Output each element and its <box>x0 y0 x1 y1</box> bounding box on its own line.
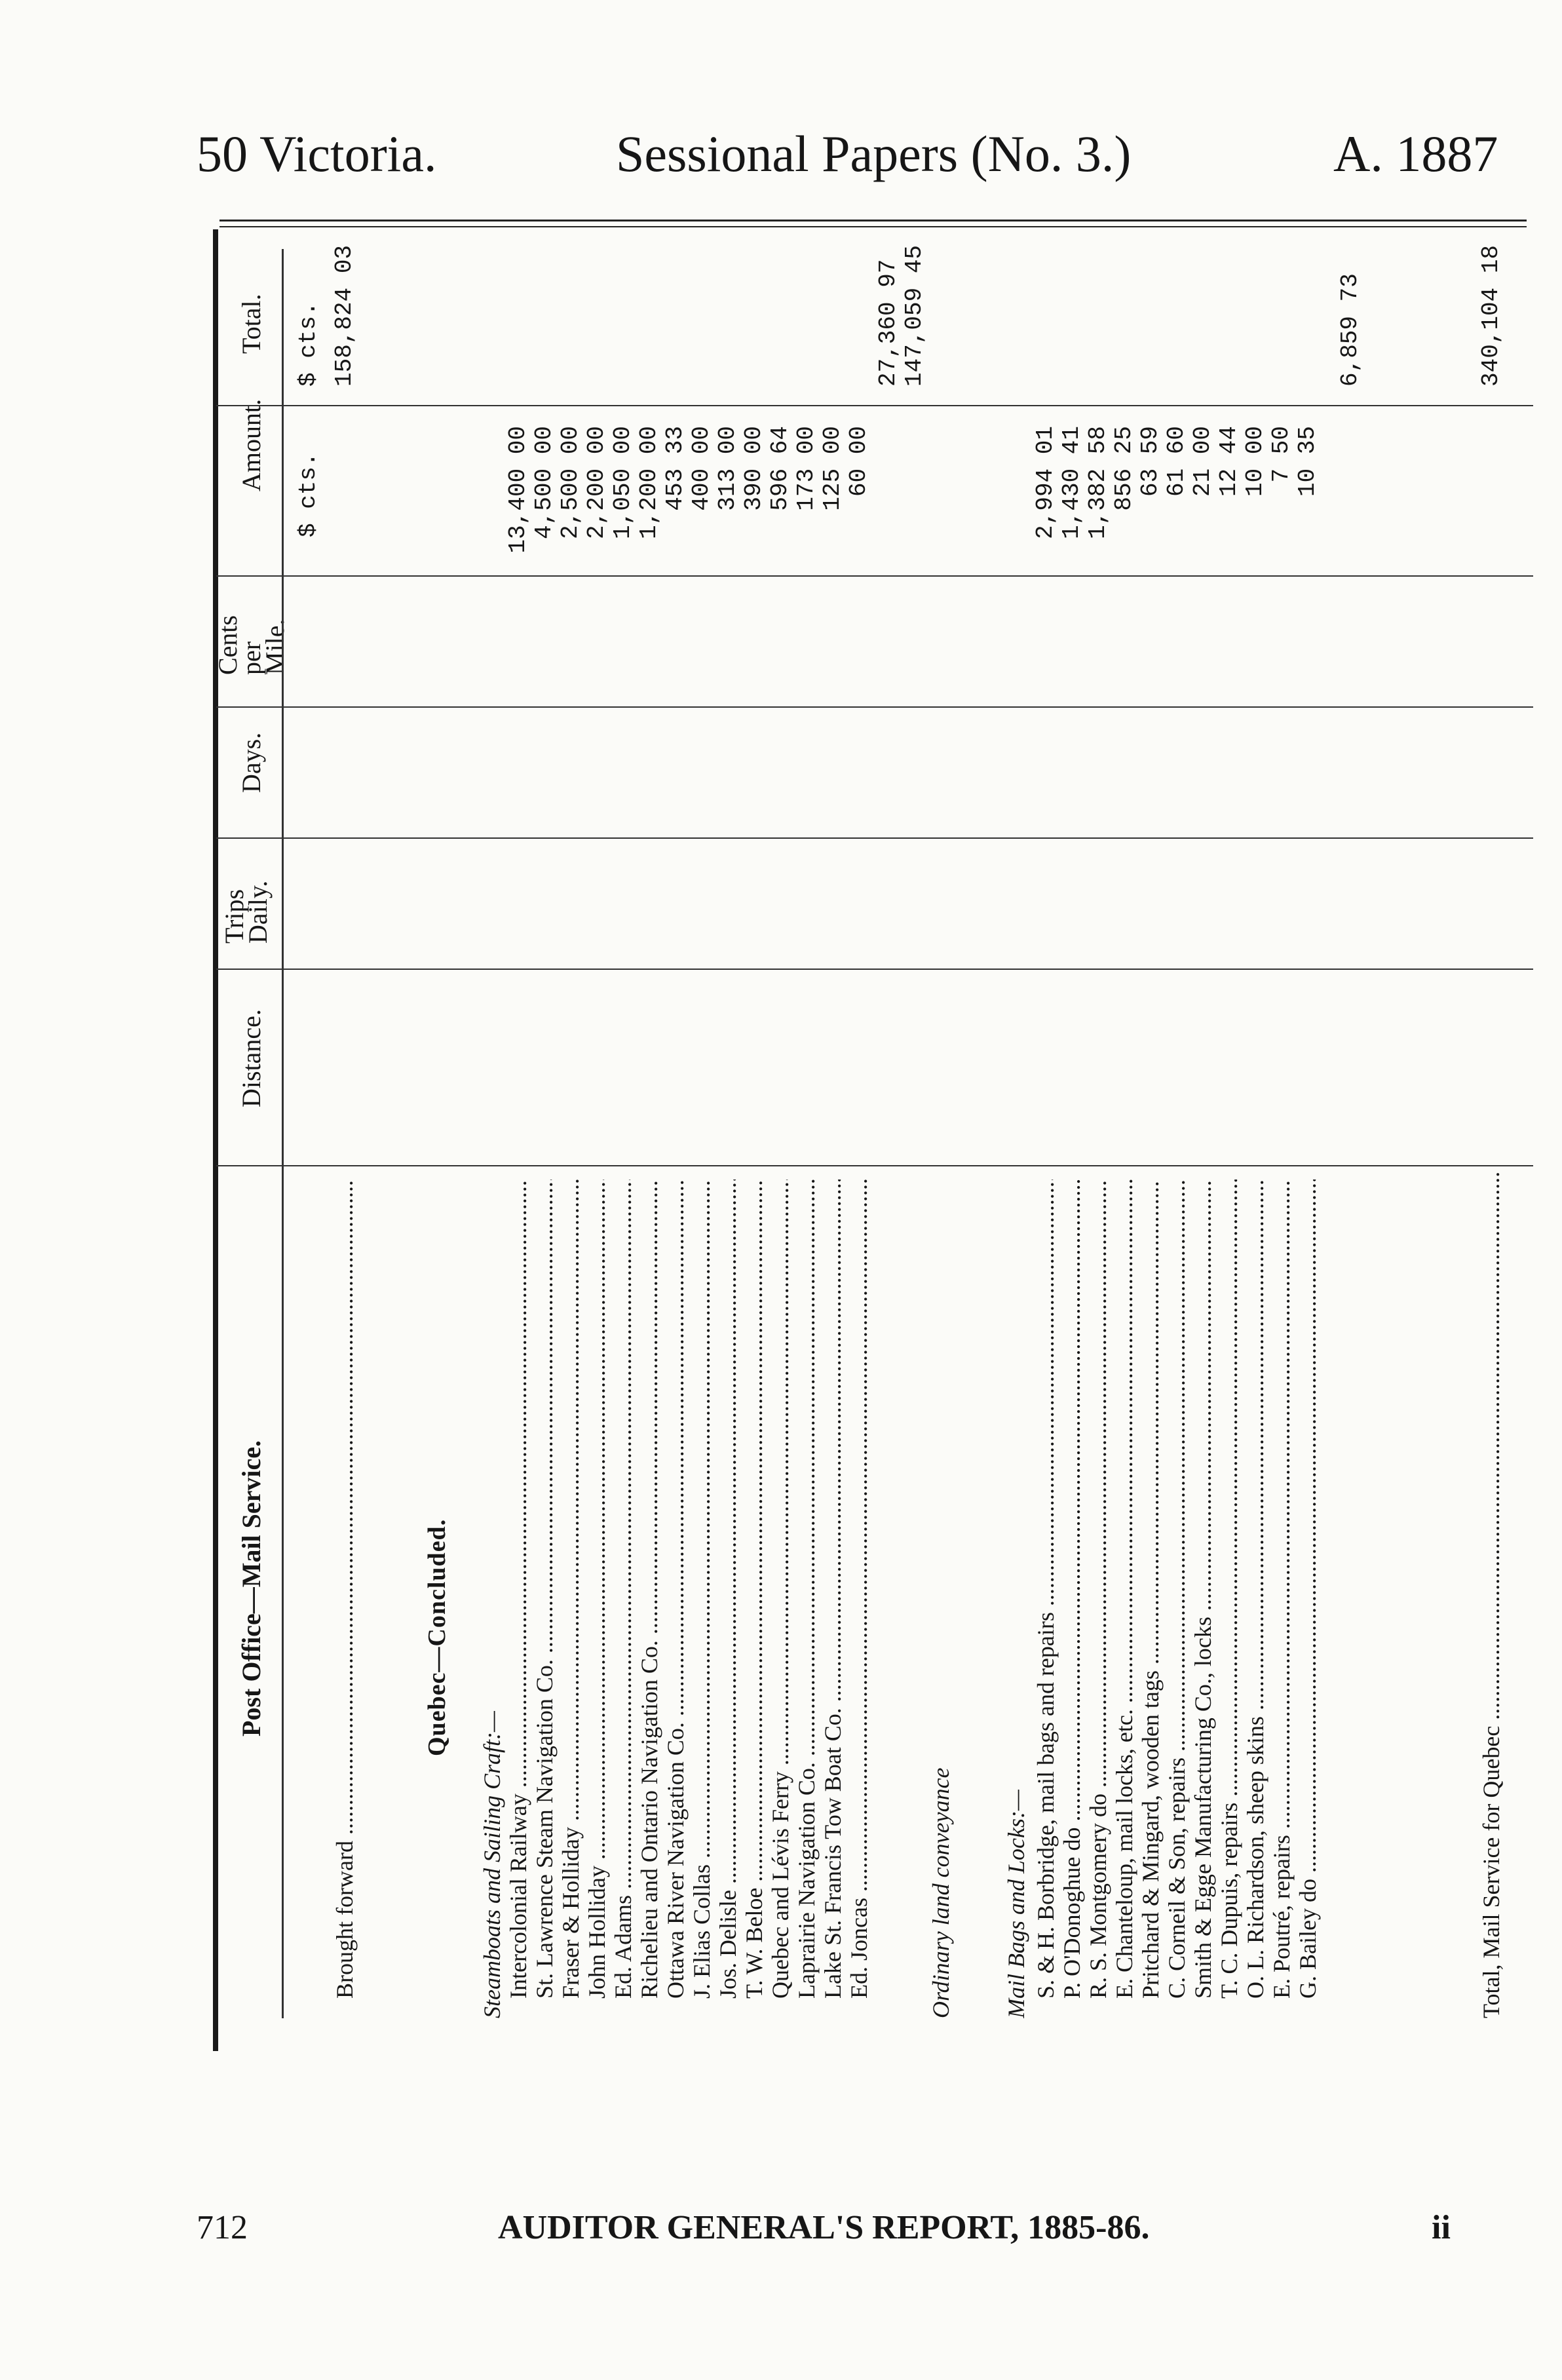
mailbag-row-name: O. L. Richardson, sheep skins ..... <box>1242 1180 1270 1999</box>
steamboat-row-name: Laprairie Navigation Co. ..... <box>793 1180 822 1999</box>
divider-amount <box>216 575 1533 577</box>
header-rule-double <box>219 226 1527 227</box>
section-heading: Quebec—Concluded. <box>423 1518 451 1756</box>
mailbag-row-name: E. Poutré, repairs ..... <box>1268 1180 1297 1999</box>
mailbag-row-amount: 7 50 <box>1268 426 1295 483</box>
steamboat-row-amount: 13,400 00 <box>505 426 531 554</box>
header-title: Sessional Papers (No. 3.) <box>616 125 1132 182</box>
mailbag-row-amount: 21 00 <box>1189 426 1216 497</box>
steamboat-row-name: Jos. Delisle ..... <box>714 1180 743 1999</box>
footer-title: AUDITOR GENERAL'S REPORT, 1885-86. <box>498 2209 1150 2246</box>
col-distance-header: Distance. <box>237 1009 266 1107</box>
steamboat-row-amount: 2,200 00 <box>583 426 610 539</box>
mailbag-row-name: S. & H. Borbridge, mail bags and repairs ..... <box>1032 1180 1061 1999</box>
divider-total <box>216 405 1533 406</box>
steamboats-total: 27,360 97 <box>875 259 902 387</box>
ordinary-label: Ordinary land conveyance <box>928 1767 954 2018</box>
mailbag-row-name: E. Chanteloup, mail locks, etc. ..... <box>1111 1180 1139 1999</box>
steamboats-heading: Steamboats and Sailing Craft:— <box>479 1710 505 2018</box>
steamboat-row-amount: 596 64 <box>767 426 793 511</box>
steamboat-row-name: Lake St. Francis Tow Boat Co. ..... <box>819 1180 848 1999</box>
steamboat-row-amount: 400 00 <box>688 426 715 511</box>
steamboat-row-amount: 2,500 00 <box>557 426 584 539</box>
steamboat-row-name: T. W. Beloe ..... <box>740 1180 769 1999</box>
page-number: 712 <box>197 2209 248 2246</box>
steamboat-row-amount: 453 33 <box>662 426 689 511</box>
mailbag-row-amount: 12 44 <box>1215 426 1242 497</box>
col-trips-header: Trips Daily. <box>219 880 273 944</box>
col-total-header: Total. <box>237 294 266 354</box>
steamboat-row-amount: 313 00 <box>714 426 741 511</box>
divider-trips <box>216 969 1533 970</box>
steamboat-row-name: St. Lawrence Steam Navigation Co. ..... <box>531 1180 560 1999</box>
amount-units: $ cts. <box>295 452 322 537</box>
steamboat-row-amount: 1,200 00 <box>636 426 662 539</box>
mailbag-row-amount: 10 00 <box>1242 426 1268 497</box>
steamboat-row-name: John Holliday ..... <box>583 1180 612 1999</box>
steamboat-row-name: J. Elias Collas ..... <box>688 1180 717 1999</box>
steamboat-row-name: Richelieu and Ontario Navigation Co. ..... <box>636 1180 664 1999</box>
mailbag-row-amount: 1,382 58 <box>1084 426 1111 539</box>
steamboat-row-amount: 125 00 <box>819 426 846 511</box>
steamboat-row-amount: 173 00 <box>793 426 820 511</box>
grand-total-label: Total, Mail Service for Quebec ..... <box>1477 1173 1506 2018</box>
total-units: $ cts. <box>295 301 322 387</box>
steamboat-row-amount: 390 00 <box>740 426 767 511</box>
col-amount-header: Amount. <box>237 398 266 491</box>
steamboat-row-name: Ed. Joncas ..... <box>845 1180 874 1999</box>
brought-forward-label: Brought forward ..... <box>331 1180 360 1999</box>
divider-cents <box>216 706 1533 708</box>
steamboat-row-name: Ottawa River Navigation Co. ..... <box>662 1180 691 1999</box>
mailbag-row-name: T. C. Dupuis, repairs ..... <box>1215 1180 1244 1999</box>
mailbag-row-amount: 10 35 <box>1294 426 1321 497</box>
mailbag-row-name: Smith & Egge Manufacturing Co., locks ..... <box>1189 1180 1218 1999</box>
divider-distance <box>216 1165 1533 1166</box>
mailbag-row-amount: 61 60 <box>1163 426 1190 497</box>
mailbag-row-name: G. Bailey do ..... <box>1294 1180 1323 1999</box>
header-year: A. 1887 <box>1333 125 1498 182</box>
footer-mark: ii <box>1432 2209 1451 2246</box>
steamboat-row-name: Fraser & Holliday ..... <box>557 1180 586 1999</box>
steamboat-row-name: Quebec and Lévis Ferry ..... <box>767 1180 795 1999</box>
header-underline <box>282 249 284 2018</box>
rotated-table <box>213 244 1533 2018</box>
mailbag-row-amount: 2,994 01 <box>1032 426 1059 539</box>
steamboat-row-name: Intercolonial Railway ..... <box>505 1180 533 1999</box>
mailbag-row-amount: 63 59 <box>1137 426 1164 497</box>
ordinary-total: 147,059 45 <box>901 244 928 387</box>
steamboat-row-amount: 4,500 00 <box>531 426 558 539</box>
col-days-header: Days. <box>237 732 266 793</box>
divider-days <box>216 837 1533 839</box>
steamboat-row-amount: 60 00 <box>845 426 872 497</box>
mailbag-row-name: C. Corneil & Son, repairs ..... <box>1163 1180 1192 1999</box>
mailbag-row-amount: 1,430 41 <box>1058 426 1085 539</box>
grand-total: 340,104 18 <box>1477 244 1504 387</box>
steamboat-row-name: Ed. Adams ..... <box>609 1180 638 1999</box>
header-session: 50 Victoria. <box>197 125 437 182</box>
col-cents-header: Cents per Mile. <box>213 615 290 675</box>
brought-forward-total: 158,824 03 <box>331 244 358 387</box>
mailbag-row-name: Pritchard & Mingard, wooden tags ..... <box>1137 1180 1166 1999</box>
steamboat-row-amount: 1,050 00 <box>609 426 636 539</box>
mailbag-row-name: P. O'Donoghue do ..... <box>1058 1180 1087 1999</box>
mailbag-row-name: R. S. Montgomery do ..... <box>1084 1180 1113 1999</box>
mailbags-total: 6,859 73 <box>1337 273 1363 387</box>
mailbag-row-amount: 856 25 <box>1111 426 1137 511</box>
header-rule <box>219 220 1527 221</box>
col-service-header: Post Office—Mail Service. <box>237 1440 266 1737</box>
mailbags-heading: Mail Bags and Locks:— <box>1003 1790 1029 2018</box>
